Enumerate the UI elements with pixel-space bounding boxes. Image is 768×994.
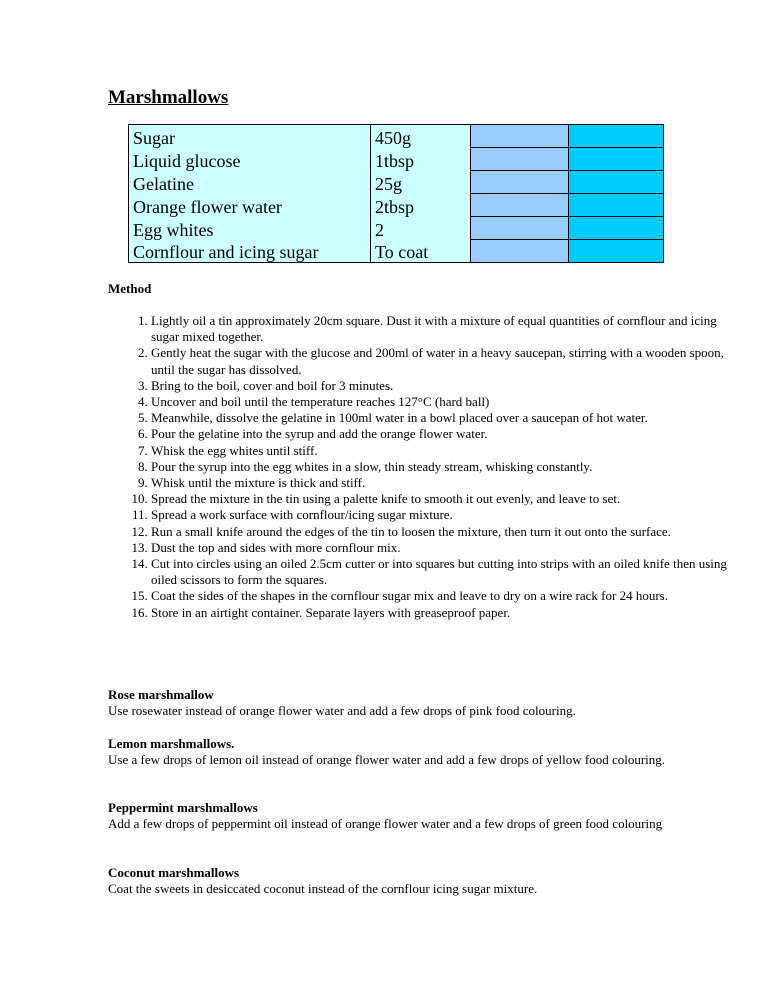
table-row	[129, 148, 664, 171]
method-step: 11. Spread a work surface with cornflour/icing sugar mixture.	[151, 507, 741, 523]
ingredient-amount: To coat	[371, 240, 471, 263]
ingredient-name: Cornflour and icing sugar	[129, 240, 371, 263]
variation-lemon	[108, 736, 688, 768]
ingredients-table	[128, 124, 664, 263]
ingredient-amount: 2	[371, 217, 471, 240]
method-step: 15. Coat the sides of the shapes in the cornflour sugar mix and leave to dry on a wire rack for 24 hours.	[151, 588, 741, 604]
empty-cell	[471, 125, 569, 148]
empty-cell	[569, 240, 664, 263]
table-row	[129, 194, 664, 217]
method-step: 14. Cut into circles using an oiled 2.5cm cutter or into squares but cutting into strips with an oiled knife then using oiled scissors to form the squares.	[151, 556, 741, 588]
variation-rose	[108, 687, 688, 719]
method-step: 16. Store in an airtight container. Separate layers with greaseproof paper.	[151, 605, 741, 621]
empty-cell	[471, 148, 569, 171]
method-step: 1. Lightly oil a tin approximately 20cm square. Dust it with a mixture of equal quantities of cornflour and icing sugar mixed together.	[151, 313, 741, 345]
empty-cell	[569, 194, 664, 217]
method-step: 6. Pour the gelatine into the syrup and add the orange flower water.	[151, 426, 741, 442]
variation-heading: Lemon marshmallows.	[108, 736, 235, 751]
variation-text: Add a few drops of peppermint oil instead of orange flower water and a few drops of green food colouring	[108, 816, 663, 832]
ingredient-amount: 25g	[371, 171, 471, 194]
variation-coconut	[108, 865, 688, 897]
variation-text: Use a few drops of lemon oil instead of orange flower water and add a few drops of yellow food colouring.	[108, 752, 666, 768]
table-row	[129, 125, 664, 148]
empty-cell	[569, 217, 664, 240]
method-step: 12. Run a small knife around the edges of the tin to loosen the mixture, then turn it out onto the surface.	[151, 524, 741, 540]
ingredient-name: Egg whites	[129, 217, 371, 240]
table-row	[129, 217, 664, 240]
method-step: 3. Bring to the boil, cover and boil for 3 minutes.	[151, 378, 741, 394]
ingredient-amount: 2tbsp	[371, 194, 471, 217]
method-step: 8. Pour the syrup into the egg whites in a slow, thin steady stream, whisking constantly.	[151, 459, 741, 475]
page-title: Marshmallows	[108, 87, 229, 108]
empty-cell	[569, 171, 664, 194]
ingredient-name: Sugar	[129, 125, 371, 148]
variation-heading: Coconut marshmallows	[108, 865, 240, 880]
method-step: 10. Spread the mixture in the tin using a palette knife to smooth it out evenly, and leave to set.	[151, 491, 741, 507]
variation-heading: Peppermint marshmallows	[108, 800, 258, 815]
method-step: 4. Uncover and boil until the temperature reaches 127°C (hard ball)	[151, 394, 741, 410]
empty-cell	[569, 125, 664, 148]
empty-cell	[471, 240, 569, 263]
variation-heading: Rose marshmallow	[108, 687, 214, 702]
ingredient-amount: 1tbsp	[371, 148, 471, 171]
method-step: 2. Gently heat the sugar with the glucose and 200ml of water in a heavy saucepan, stirring with a wooden spoon, until the sugar has dissolved.	[151, 345, 741, 377]
empty-cell	[471, 217, 569, 240]
method-heading: Method	[108, 281, 152, 296]
method-steps-list	[108, 313, 741, 621]
method-step: 7. Whisk the egg whites until stiff.	[151, 443, 741, 459]
ingredient-name: Orange flower water	[129, 194, 371, 217]
variation-text: Use rosewater instead of orange flower water and add a few drops of pink food colouring.	[108, 703, 576, 719]
empty-cell	[569, 148, 664, 171]
table-row	[129, 240, 664, 263]
ingredient-name: Gelatine	[129, 171, 371, 194]
method-step: 9. Whisk until the mixture is thick and stiff.	[151, 475, 741, 491]
table-row	[129, 171, 664, 194]
ingredient-name: Liquid glucose	[129, 148, 371, 171]
ingredient-amount: 450g	[371, 125, 471, 148]
method-step: 13. Dust the top and sides with more cornflour mix.	[151, 540, 741, 556]
variation-text: Coat the sweets in desiccated coconut instead of the cornflour icing sugar mixture.	[108, 881, 538, 897]
variation-peppermint	[108, 800, 688, 832]
empty-cell	[471, 194, 569, 217]
method-step: 5. Meanwhile, dissolve the gelatine in 100ml water in a bowl placed over a saucepan of hot water.	[151, 410, 741, 426]
empty-cell	[471, 171, 569, 194]
